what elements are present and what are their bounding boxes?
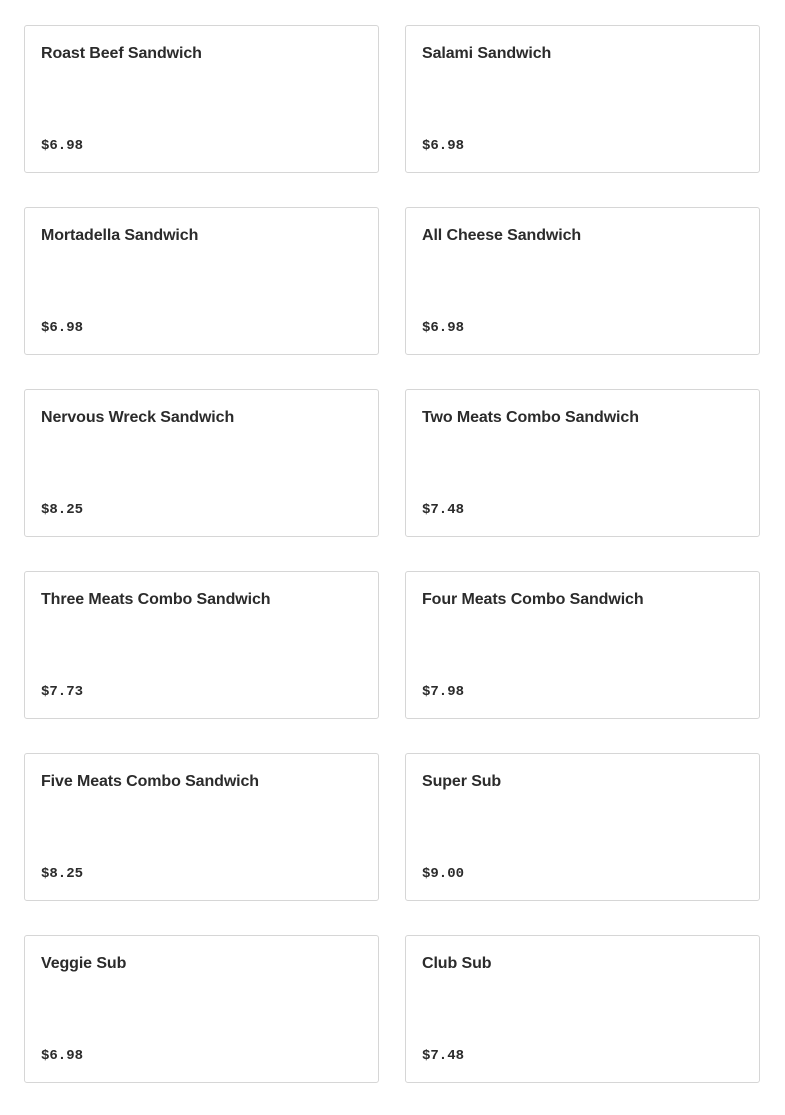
- menu-item-name: Five Meats Combo Sandwich: [41, 773, 259, 790]
- menu-item-name: Veggie Sub: [41, 955, 127, 972]
- menu-item-card-mortadella-sandwich[interactable]: [24, 207, 379, 355]
- menu-item-card-nervous-wreck-sandwich[interactable]: [24, 389, 379, 537]
- menu-item-card-two-meats-combo-sandwich[interactable]: [405, 389, 760, 537]
- menu-item-card-four-meats-combo-sandwich[interactable]: [405, 571, 760, 719]
- menu-item-price: $7.73: [41, 684, 84, 700]
- menu-item-card-salami-sandwich[interactable]: [405, 25, 760, 173]
- menu-item-name: Three Meats Combo Sandwich: [41, 591, 271, 608]
- menu-item-price: $7.48: [422, 502, 465, 518]
- menu-item-price: $6.98: [41, 138, 84, 154]
- menu-item-card-all-cheese-sandwich[interactable]: [405, 207, 760, 355]
- menu-item-name: Club Sub: [422, 955, 492, 972]
- menu-item-card-roast-beef-sandwich[interactable]: [24, 25, 379, 173]
- menu-item-card-club-sub[interactable]: [405, 935, 760, 1083]
- menu-item-price: $7.98: [422, 684, 465, 700]
- menu-item-card-three-meats-combo-sandwich[interactable]: [24, 571, 379, 719]
- menu-item-name: Mortadella Sandwich: [41, 227, 199, 244]
- menu-item-name: Four Meats Combo Sandwich: [422, 591, 644, 608]
- menu-item-name: Nervous Wreck Sandwich: [41, 409, 235, 426]
- menu-item-name: Super Sub: [422, 773, 502, 790]
- menu-item-name: All Cheese Sandwich: [422, 227, 582, 244]
- menu-item-price: $6.98: [422, 138, 465, 154]
- menu-item-price: $8.25: [41, 502, 84, 518]
- menu-item-name: Roast Beef Sandwich: [41, 45, 202, 62]
- menu-item-price: $7.48: [422, 1048, 465, 1064]
- menu-item-price: $6.98: [41, 1048, 84, 1064]
- menu-item-price: $6.98: [422, 320, 465, 336]
- menu-item-card-veggie-sub[interactable]: [24, 935, 379, 1083]
- menu-item-card-five-meats-combo-sandwich[interactable]: [24, 753, 379, 901]
- menu-item-price: $6.98: [41, 320, 84, 336]
- menu-item-name: Salami Sandwich: [422, 45, 552, 62]
- menu-item-card-super-sub[interactable]: [405, 753, 760, 901]
- menu-item-price: $9.00: [422, 866, 465, 882]
- menu-item-name: Two Meats Combo Sandwich: [422, 409, 639, 426]
- menu-item-price: $8.25: [41, 866, 84, 882]
